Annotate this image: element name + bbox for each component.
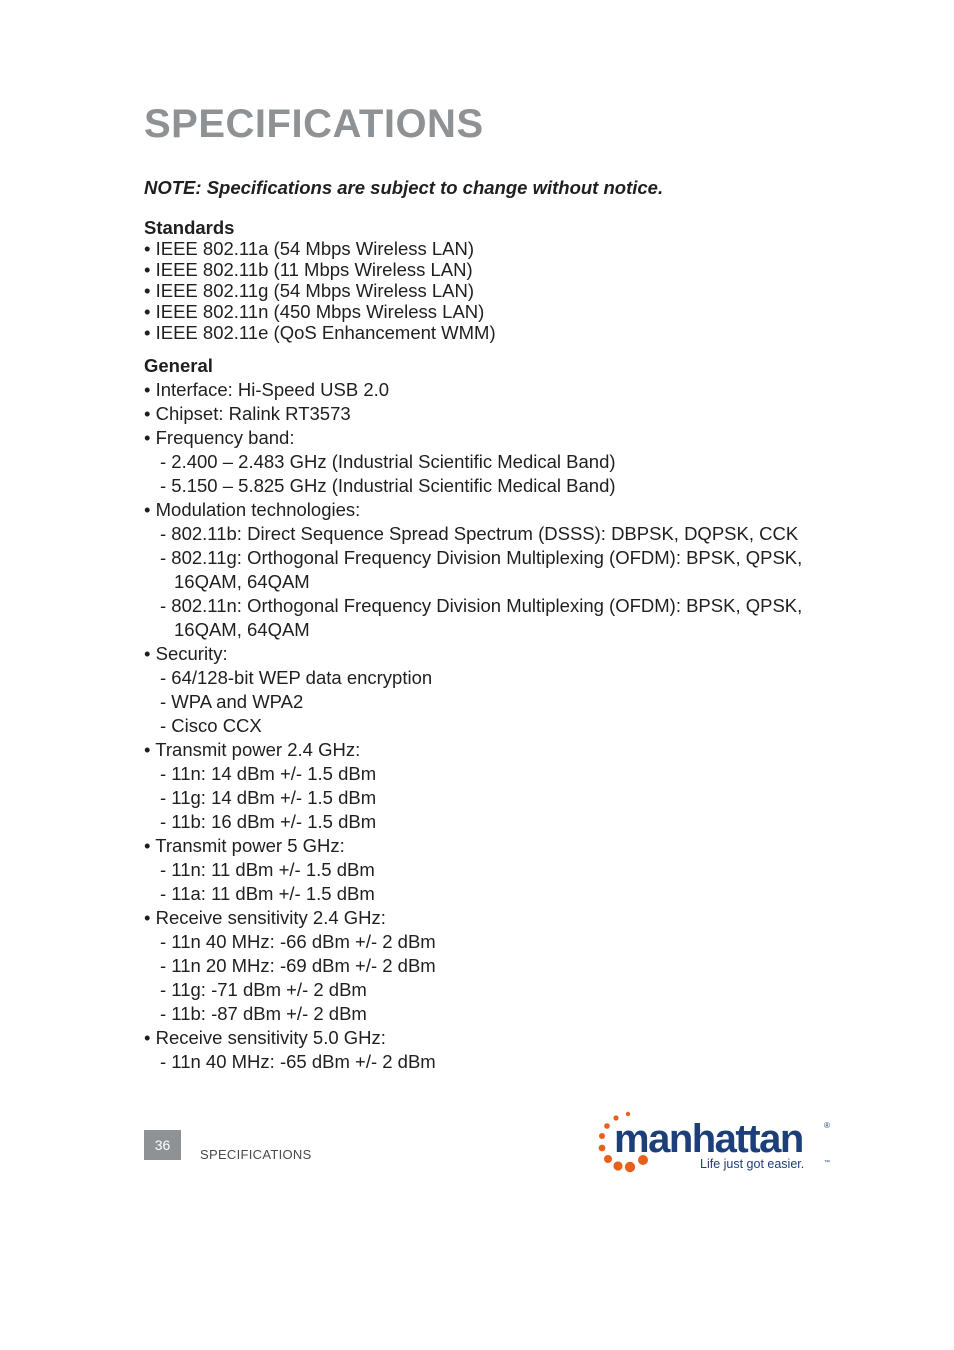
list-item: • Receive sensitivity 2.4 GHz:: [144, 907, 386, 928]
list-item: • Transmit power 5 GHz:: [144, 835, 345, 856]
logo-wordmark: manhattan: [614, 1117, 803, 1161]
list-item: • IEEE 802.11g (54 Mbps Wireless LAN): [144, 280, 475, 301]
registered-mark: ®: [824, 1121, 830, 1130]
standards-section: [144, 217, 844, 343]
list-item: • Transmit power 2.4 GHz:: [144, 739, 361, 760]
general-list: [144, 378, 844, 1074]
list-item: • IEEE 802.11e (QoS Enhancement WMM): [144, 322, 496, 343]
sub-list-item: - 5.150 – 5.825 GHz (Industrial Scientific Medical Band): [160, 475, 616, 496]
page-title: SPECIFICATIONS: [144, 102, 484, 146]
general-heading: General: [144, 355, 213, 376]
list-item: • Security:: [144, 643, 228, 664]
footer-section-label: SPECIFICATIONS: [200, 1147, 312, 1162]
list-item: • IEEE 802.11a (54 Mbps Wireless LAN): [144, 238, 475, 259]
sub-list-item: - 11n 40 MHz: -65 dBm +/- 2 dBm: [160, 1051, 436, 1072]
specifications-note: NOTE: Specifications are subject to change without notice.: [144, 177, 664, 198]
sub-list-item: - 64/128-bit WEP data encryption: [160, 667, 433, 688]
list-item: • Frequency band:: [144, 427, 295, 448]
logo-tagline: Life just got easier.: [700, 1157, 805, 1171]
list-item: • IEEE 802.11n (450 Mbps Wireless LAN): [144, 301, 485, 322]
standards-heading: Standards: [144, 217, 235, 238]
sub-list-item: - 11b: 16 dBm +/- 1.5 dBm: [160, 811, 377, 832]
sub-list-item: - 11n: 14 dBm +/- 1.5 dBm: [160, 763, 377, 784]
list-item: • Chipset: Ralink RT3573: [144, 403, 351, 424]
sub-list-item: - 11n 40 MHz: -66 dBm +/- 2 dBm: [160, 931, 436, 952]
sub-list-item: - 11n: 11 dBm +/- 1.5 dBm: [160, 859, 375, 880]
standards-list: [144, 238, 844, 343]
general-section: [144, 354, 844, 1074]
list-item: • IEEE 802.11b (11 Mbps Wireless LAN): [144, 259, 473, 280]
sub-list-item: - 2.400 – 2.483 GHz (Industrial Scientific Medical Band): [160, 451, 616, 472]
sub-list-item: - 802.11g: Orthogonal Frequency Division Multiplexing (OFDM): BPSK, QPSK, 16QAM, 64QAM: [160, 547, 803, 592]
sub-list-item: - 11g: 14 dBm +/- 1.5 dBm: [160, 787, 377, 808]
manhattan-logo: [596, 1104, 836, 1176]
sub-list-item: - 11g: -71 dBm +/- 2 dBm: [160, 979, 367, 1000]
list-item: • Modulation technologies:: [144, 499, 361, 520]
trademark-mark: ™: [824, 1160, 830, 1166]
sub-list-item: - 802.11b: Direct Sequence Spread Spectrum (DSSS): DBPSK, DQPSK, CCK: [160, 523, 799, 544]
list-item: • Receive sensitivity 5.0 GHz:: [144, 1027, 386, 1048]
sub-list-item: - 802.11n: Orthogonal Frequency Division Multiplexing (OFDM): BPSK, QPSK, 16QAM, 64QAM: [160, 595, 803, 640]
sub-list-item: - WPA and WPA2: [160, 691, 304, 712]
sub-list-item: - 11b: -87 dBm +/- 2 dBm: [160, 1003, 367, 1024]
list-item: • Interface: Hi-Speed USB 2.0: [144, 379, 390, 400]
page-number-badge: 36: [144, 1130, 181, 1160]
sub-list-item: - 11a: 11 dBm +/- 1.5 dBm: [160, 883, 375, 904]
sub-list-item: - 11n 20 MHz: -69 dBm +/- 2 dBm: [160, 955, 436, 976]
sub-list-item: - Cisco CCX: [160, 715, 262, 736]
